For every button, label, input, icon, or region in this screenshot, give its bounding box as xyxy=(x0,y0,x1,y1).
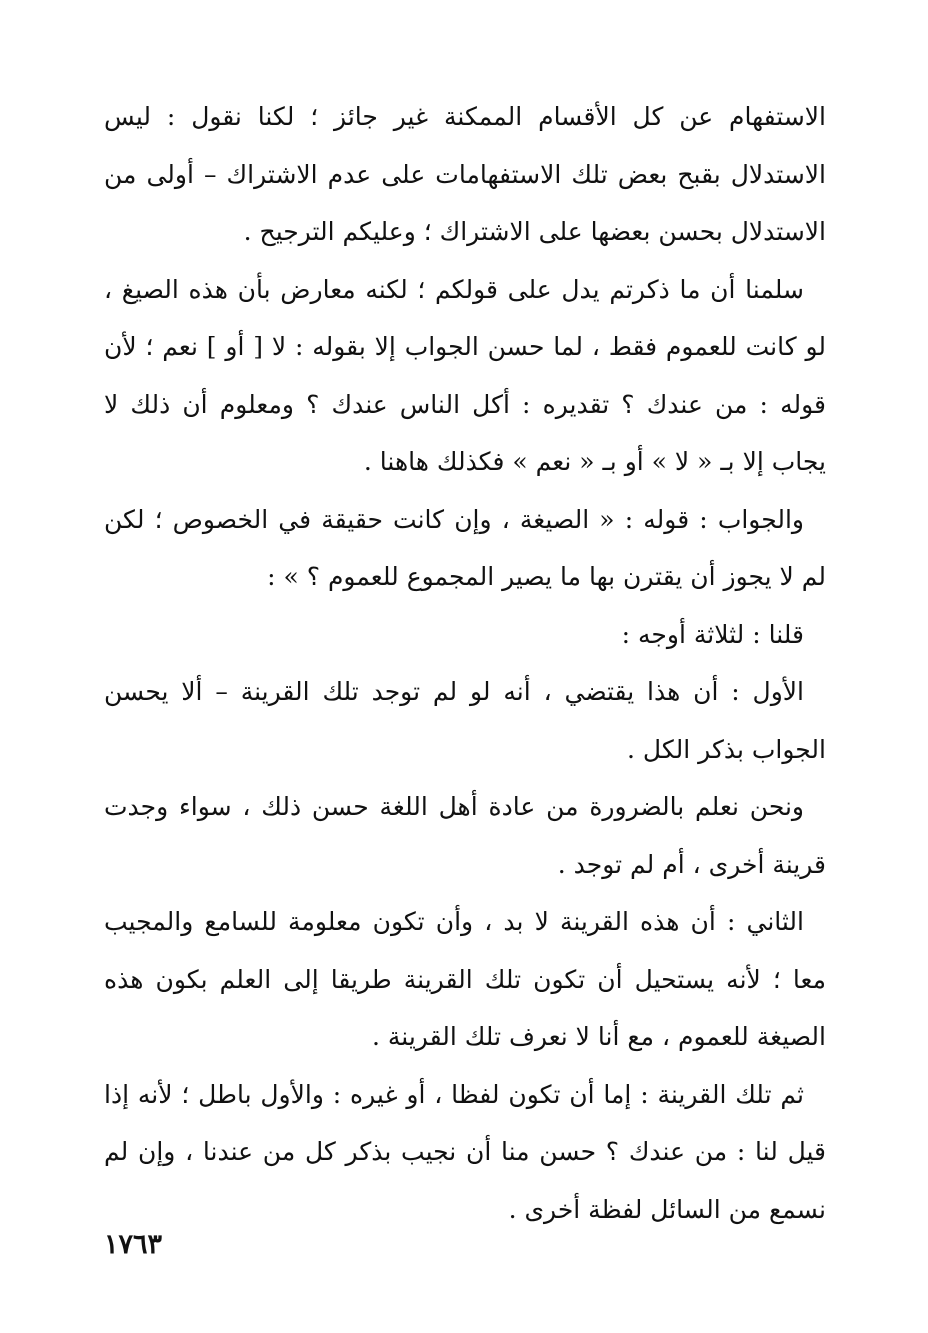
paragraph-5: الأول : أن هذا يقتضي ، أنه لو لم توجد تلك القرينة – ألا يحسن الجواب بذكر الكل . xyxy=(104,677,826,764)
paragraph-8: ثم تلك القرينة : إما أن تكون لفظا ، أو غيره : والأول باطل ؛ لأنه إذا قيل لنا : من عندك ؟ حسن منا أن نجيب بذكر كل من عندنا ، وإن لم نسمع من السائل لفظة أخرى . xyxy=(104,1079,826,1224)
paragraph-2: سلمنا أن ما ذكرتم يدل على قولكم ؛ لكنه معارض بأن هذه الصيغ ، لو كانت للعموم فقط ، لما حسن الجواب إلا بقوله : لا [ أو ] نعم ؛ لأن قوله : من عندك ؟ تقديره : أكل الناس عندك ؟ ومعلوم أن ذلك لا يجاب إلا بـ « لا » أو بـ « نعم » فكذلك هاهنا . xyxy=(104,274,826,476)
page-body-text xyxy=(104,88,826,1238)
paragraph-3: والجواب : قوله : « الصيغة ، وإن كانت حقيقة في الخصوص ؛ لكن لم لا يجوز أن يقترن بها ما يصير المجموع للعموم ؟ » : xyxy=(104,504,826,591)
paragraph-7: الثاني : أن هذه القرينة لا بد ، وأن تكون معلومة للسامع والمجيب معا ؛ لأنه يستحيل أن تكون تلك القرينة طريقا إلى العلم بكون هذه الصيغة للعموم ، مع أنا لا نعرف تلك القرينة . xyxy=(104,907,826,1051)
paragraph-4: قلنا : لثلاثة أوجه : xyxy=(621,619,804,649)
paragraph-6: ونحن نعلم بالضرورة من عادة أهل اللغة حسن ذلك ، سواء وجدت قرينة أخرى ، أم لم توجد . xyxy=(104,792,826,879)
paragraph-1: الاستفهام عن كل الأقسام الممكنة غير جائز ؛ لكنا نقول : ليس الاستدلال بقبح بعض تلك الاستفهامات على عدم الاشتراك – أولى من الاستدلال بحسن بعضها على الاشتراك ؛ وعليكم الترجيح . xyxy=(104,102,826,246)
page-number: ١٧٦٣ xyxy=(104,1229,163,1260)
